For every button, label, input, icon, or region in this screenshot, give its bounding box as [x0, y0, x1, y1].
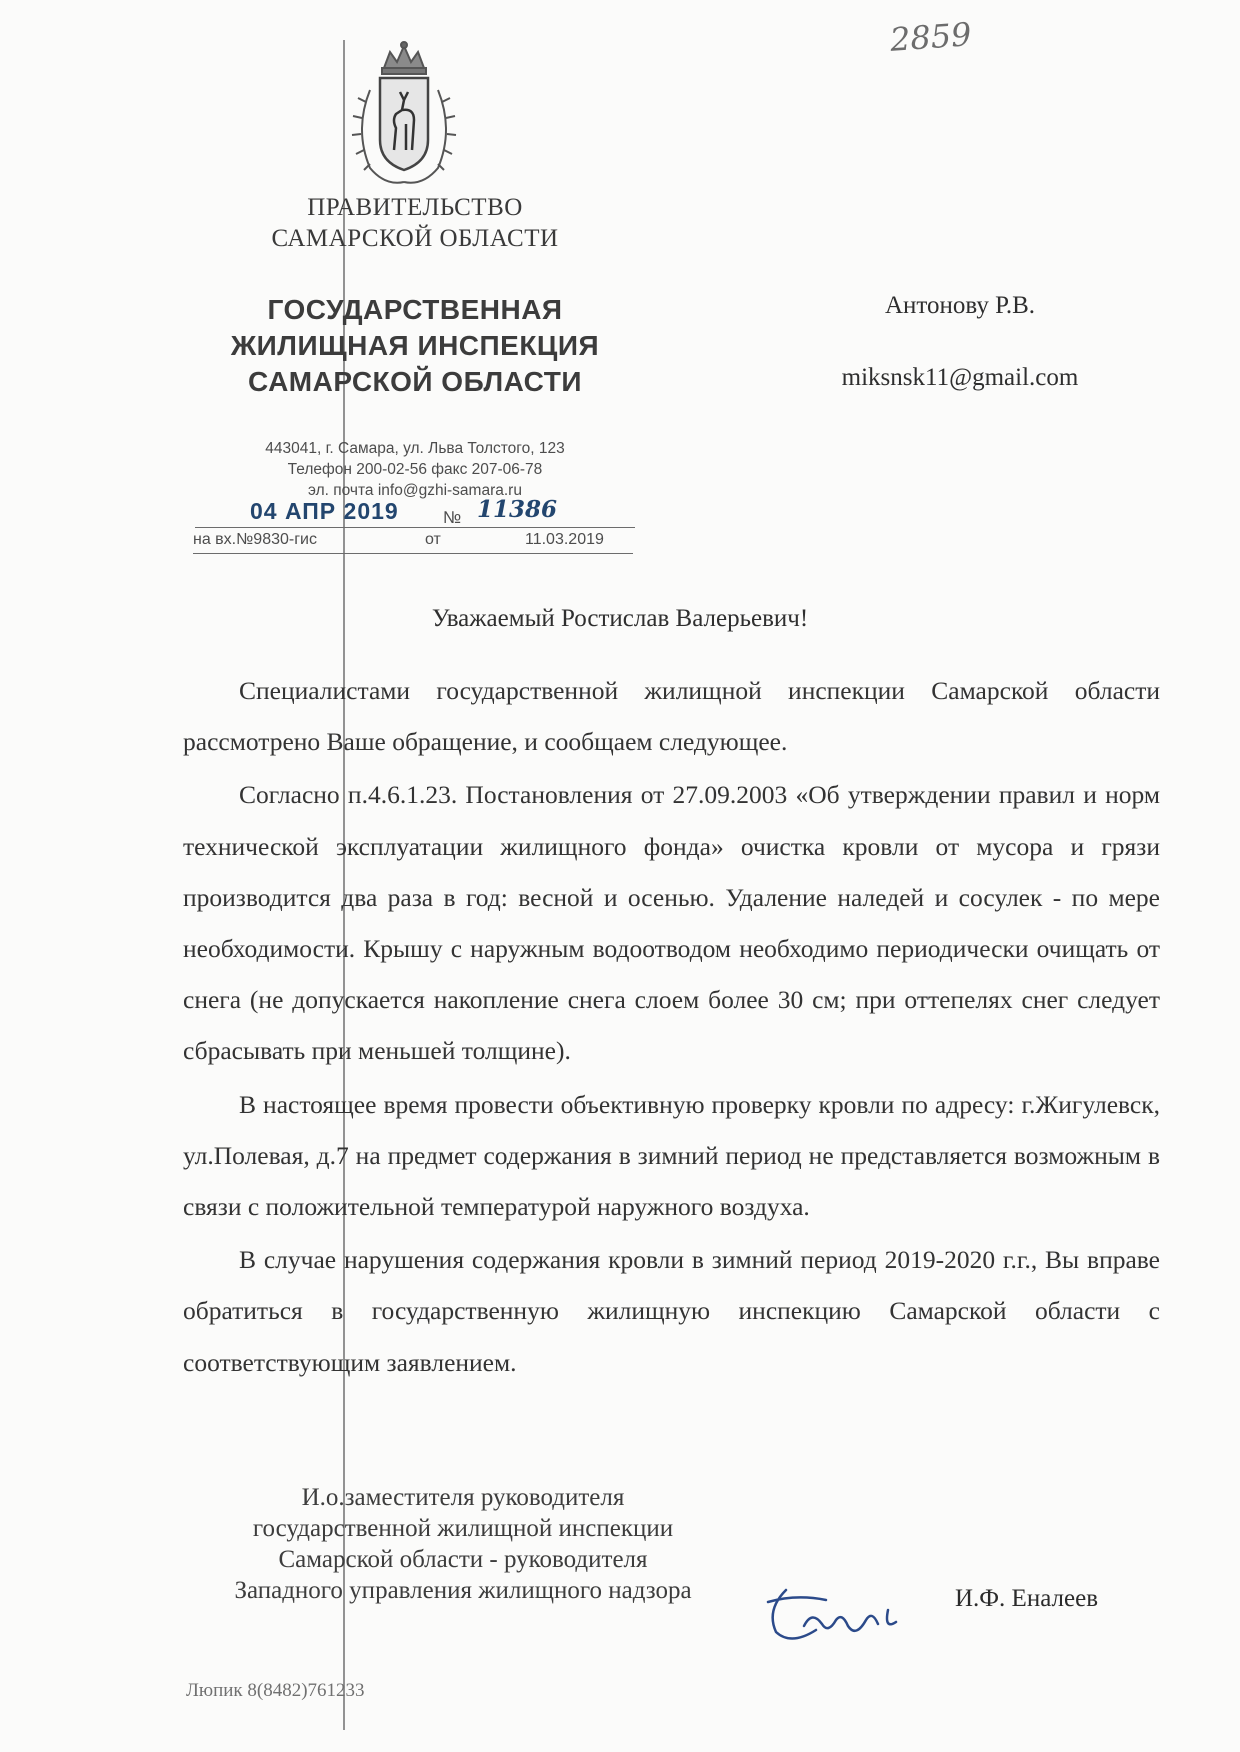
- registration-number-label: №: [443, 508, 462, 527]
- greeting: Уважаемый Ростислав Валерьевич!: [431, 605, 809, 632]
- sender-email: эл. почта info@gzhi-samara.ru: [308, 482, 522, 499]
- signer-name: И.Ф. Еналеев: [955, 1585, 1098, 1612]
- inspection-name: [180, 292, 650, 400]
- letter-paragraph: В настоящее время провести объективную проверку кровли по адресу: г.Жигулевск, ул.Полевая, д.7 на предмет содержания в зимний период не представляется возможным в связи с положительной температурой наружного воздуха.: [183, 1089, 1160, 1222]
- samara-coat-of-arms-icon: [340, 40, 468, 190]
- handwritten-incoming-number: 2859: [888, 15, 973, 59]
- recipient-name: Антонову Р.В.: [884, 292, 1036, 319]
- registration-row: [195, 498, 635, 528]
- inspection-name-line: ГОСУДАРСТВЕННАЯ: [267, 294, 563, 325]
- reference-incoming: на вх.№9830-гис: [193, 531, 317, 548]
- registration-underline: [195, 527, 635, 528]
- inspection-name-line: САМАРСКОЙ ОБЛАСТИ: [248, 366, 582, 397]
- reference-underline: [193, 553, 633, 554]
- letter-paragraph: В случае нарушения содержания кровли в зимний период 2019-2020 г.г., Вы вправе обратиться в государственную жилищную инспекцию Самарской области с соответствующим заявлением.: [183, 1245, 1160, 1377]
- handwritten-signature-icon: [756, 1580, 936, 1650]
- recipient-email: miksnsk11@gmail.com: [841, 364, 1079, 391]
- letter-body: [183, 665, 1160, 1390]
- government-name-line: САМАРСКОЙ ОБЛАСТИ: [271, 225, 559, 252]
- signer-position-line: Западного управления жилищного надзора: [234, 1577, 692, 1604]
- reference-row: [193, 531, 633, 553]
- government-name-line: ПРАВИТЕЛЬСТВО: [307, 194, 523, 221]
- sender-contacts: [195, 438, 635, 501]
- inspection-name-line: ЖИЛИЩНАЯ ИНСПЕКЦИЯ: [230, 330, 600, 361]
- registration-number: 11386: [477, 496, 558, 523]
- sender-address: 443041, г. Самара, ул. Льва Толстого, 123: [265, 440, 565, 457]
- executor-contact: Люпик 8(8482)761233: [186, 1680, 365, 1701]
- signer-position: [183, 1482, 743, 1606]
- reference-from-label: от: [425, 531, 441, 548]
- letter-paragraph: Специалистами государственной жилищной инспекции Самарской области рассмотрено Ваше обращение, и сообщаем следующее.: [183, 676, 1160, 757]
- signer-position-line: государственной жилищной инспекции: [252, 1515, 674, 1542]
- reference-date: 11.03.2019: [525, 531, 604, 548]
- letter-paragraph: Согласно п.4.6.1.23. Постановления от 27.09.2003 «Об утверждении правил и норм технической эксплуатации жилищного фонда» очистка кровли от мусора и грязи производится два раза в год: весной и осенью. Удаление наледей и сосулек - по мере необходимости. Крышу с наружным водоотводом необходимо периодически очищать от снега (не допускается накопление снега слоем более 30 см; при оттепелях снег следует сбрасывать при меньшей толщине).: [183, 780, 1160, 1066]
- date-stamp: 04 АПР 2019: [250, 498, 399, 524]
- signer-position-line: Самарской области - руководителя: [278, 1546, 648, 1573]
- signer-position-line: И.о.заместителя руководителя: [301, 1484, 625, 1511]
- sender-phone: Телефон 200-02-56 факс 207-06-78: [287, 461, 543, 478]
- government-name: [180, 192, 650, 254]
